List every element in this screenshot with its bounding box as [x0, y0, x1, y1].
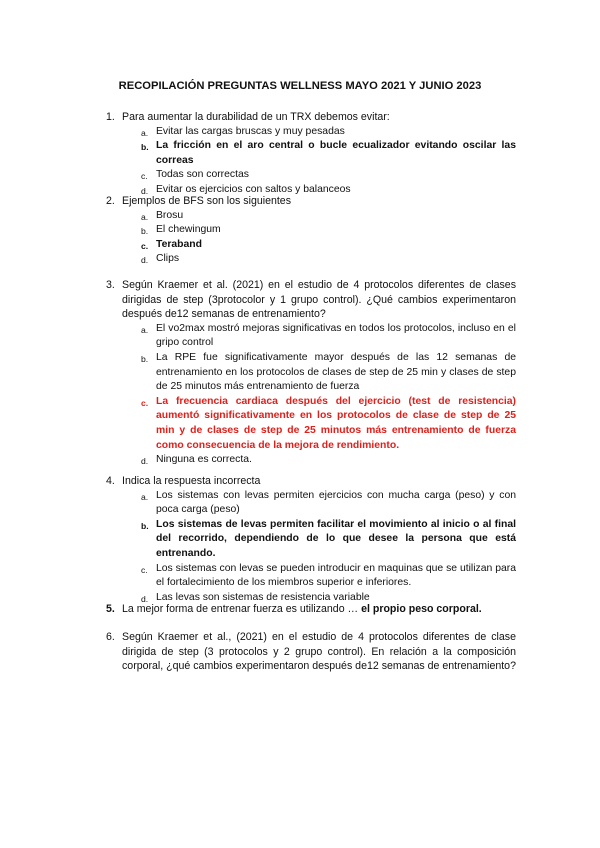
question-number: 3. — [106, 279, 115, 291]
option-letter: c. — [141, 240, 149, 251]
option-letter: c. — [141, 397, 149, 408]
option-letter: a. — [141, 491, 149, 502]
question-number: 1. — [106, 111, 115, 123]
question-number: 5. — [106, 603, 115, 615]
option-b — [141, 223, 516, 238]
question-number: 2. — [106, 195, 115, 207]
option-a — [141, 125, 516, 140]
option-d — [141, 252, 516, 267]
option-text: Ninguna es correcta. — [156, 454, 252, 466]
option-b-correct — [141, 518, 516, 562]
option-a — [141, 209, 516, 224]
option-text: Todas son correctas — [156, 169, 249, 181]
option-letter: b. — [141, 142, 149, 153]
question-1 — [106, 110, 516, 198]
question-number: 6. — [106, 631, 115, 643]
option-text: Las levas son sistemas de resistencia variable — [156, 591, 370, 603]
option-letter: d. — [141, 255, 149, 266]
option-letter: c. — [141, 564, 148, 575]
question-text: Ejemplos de BFS son los siguientes — [122, 195, 291, 207]
option-d — [141, 453, 516, 468]
question-number: 4. — [106, 475, 115, 487]
question-6 — [106, 630, 516, 674]
question-5 — [106, 602, 516, 617]
option-text: Brosu — [156, 209, 184, 221]
option-letter: b. — [141, 520, 149, 531]
question-answer: el propio peso corporal. — [361, 603, 482, 615]
option-c — [141, 168, 516, 183]
option-text: La RPE fue significativamente mayor después de las 12 semanas de entrenamiento en los protocolos de clases de step de 25 min y clases de step de 25 minutos más entrenamiento de fuerza — [156, 351, 516, 393]
question-3 — [106, 278, 516, 468]
option-b — [141, 351, 516, 395]
option-text: La frecuencia cardiaca después del ejercicio (test de resistencia) aumentó significativamente en los protocolos de clase de step de 25 min y de clases de step de 25 minutos más entrenamiento de fuerza como consecuencia de la mejora de rendimiento. — [156, 395, 516, 451]
option-letter: b. — [141, 226, 149, 237]
question-4 — [106, 474, 516, 605]
option-text: El chewingum — [156, 224, 221, 236]
option-a — [141, 489, 516, 518]
option-letter: a. — [141, 127, 149, 138]
question-text: Para aumentar la durabilidad de un TRX debemos evitar: — [122, 111, 390, 123]
option-c-correct — [141, 395, 516, 453]
question-text: Según Kraemer et al., (2021) en el estudio de 4 protocolos diferentes de clase dirigida de step (3 protocolos y 2 grupo control). En relación a la composición corporal, ¿qué cambios experimentaron después de12 semanas de entrenamiento? — [122, 631, 516, 673]
option-text: Los sistemas de levas permiten facilitar el movimiento al inicio o al final del recorrido, dependiendo de lo que desee la persona que está entrenando. — [156, 518, 516, 559]
document-title: RECOPILACIÓN PREGUNTAS WELLNESS MAYO 2021 Y JUNIO 2023 — [118, 80, 482, 92]
option-letter: a. — [141, 211, 149, 222]
option-text: Los sistemas con levas se pueden introducir en maquinas que se utilizan para el fortalecimiento de los miembros superior e inferiores. — [156, 562, 516, 589]
option-c — [141, 562, 516, 591]
option-text: Clips — [156, 253, 180, 265]
question-text: La mejor forma de entrenar fuerza es utilizando … — [122, 603, 359, 615]
option-c-correct — [141, 238, 516, 253]
option-text: Los sistemas con levas permiten ejercicios con mucha carga (peso) y con poca carga (peso) — [156, 489, 516, 516]
option-text: El vo2max mostró mejoras significativas en todos los protocolos, incluso en el gripo control — [156, 322, 516, 349]
option-letter: a. — [141, 324, 149, 335]
option-letter: c. — [141, 171, 148, 182]
question-text: Indica la respuesta incorrecta — [122, 475, 261, 487]
option-text: La fricción en el aro central o bucle ecualizador evitando oscilar las correas — [156, 140, 516, 166]
option-a — [141, 322, 516, 351]
option-letter: d. — [141, 185, 149, 196]
option-letter: d. — [141, 593, 149, 604]
option-letter: d. — [141, 456, 149, 467]
question-text: Según Kraemer et al. (2021) en el estudio de 4 protocolos diferentes de clases dirigidas de step (3protocolor y 1 grupo control). ¿Qué cambios experimentaron después de12 semanas de entrenamiento? — [122, 279, 516, 321]
option-b-correct — [141, 139, 516, 168]
option-text: Teraband — [156, 238, 202, 250]
question-2 — [106, 194, 516, 267]
option-letter: b. — [141, 353, 149, 364]
option-text: Evitar las cargas bruscas y muy pesadas — [156, 125, 345, 137]
option-text: Evitar os ejercicios con saltos y balanceos — [156, 183, 351, 195]
